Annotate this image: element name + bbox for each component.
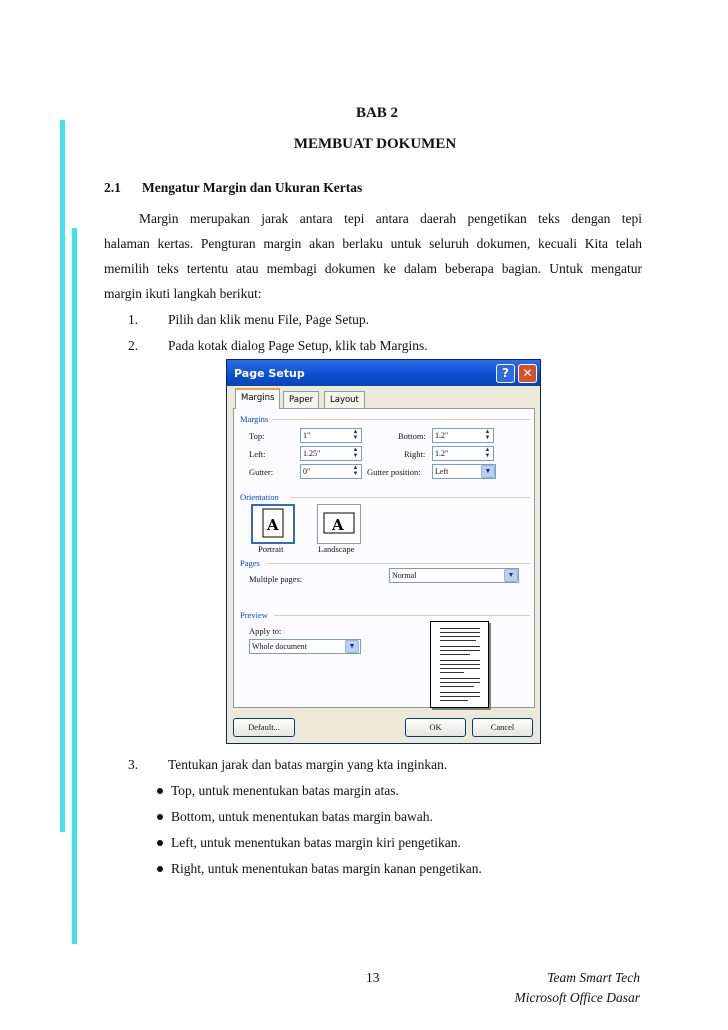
- bullet-icon: [157, 840, 163, 846]
- step-text: Pilih dan klik menu File, Page Setup.: [168, 312, 369, 327]
- chevron-down-icon[interactable]: ▼: [504, 569, 518, 582]
- bullet-text: Right, untuk menentukan batas margin kanan pengetikan.: [171, 861, 482, 876]
- bullet-icon: [157, 814, 163, 820]
- bottom-label: Bottom:: [398, 431, 426, 441]
- gutter-label: Gutter:: [249, 467, 274, 477]
- right-label: Right:: [404, 449, 426, 459]
- pages-group-label: Pages: [240, 558, 260, 568]
- default-button[interactable]: Default...: [233, 718, 295, 737]
- bottom-spinner[interactable]: ▲ ▼: [484, 429, 491, 441]
- bullet-text: Bottom, untuk menentukan batas margin bawah.: [171, 809, 433, 824]
- chevron-down-icon[interactable]: ▼: [345, 640, 359, 653]
- portrait-option[interactable]: [251, 504, 295, 544]
- divider: [266, 563, 530, 564]
- paragraph-line-1: Margin merupakan jarak antara tepi antara daerah pengetikan teks dengan tepi: [139, 211, 642, 226]
- gutter-spinner[interactable]: ▲ ▼: [352, 465, 359, 477]
- dialog-title: Page Setup: [234, 367, 305, 380]
- portrait-glyph: A: [267, 516, 279, 534]
- multiple-pages-select[interactable]: Normal: [389, 568, 519, 583]
- tab-margins[interactable]: Margins: [235, 388, 280, 409]
- apply-to-label: Apply to:: [249, 626, 282, 636]
- preview-group-label: Preview: [240, 610, 268, 620]
- step-number: 1.: [128, 312, 139, 327]
- divider: [272, 419, 530, 420]
- paragraph-line-2: halaman kertas. Pengturan margin akan berlaku untuk seluruh dokumen, kecuali Kita telah: [104, 236, 642, 251]
- left-input[interactable]: 1.25": [300, 446, 362, 461]
- bullet-text: Left, untuk menentukan batas margin kiri pengetikan.: [171, 835, 461, 850]
- right-input[interactable]: 1.2": [432, 446, 494, 461]
- tab-paper[interactable]: Paper: [283, 391, 319, 408]
- footer-author: Team Smart Tech: [547, 970, 640, 985]
- help-button[interactable]: ?: [496, 364, 515, 383]
- top-label: Top:: [249, 431, 265, 441]
- section-title: Mengatur Margin dan Ukuran Kertas: [142, 180, 363, 195]
- portrait-icon: [253, 506, 293, 542]
- gutter-input[interactable]: 0": [300, 464, 362, 479]
- top-input[interactable]: 1": [300, 428, 362, 443]
- cancel-button[interactable]: Cancel: [472, 718, 533, 737]
- apply-to-select[interactable]: Whole document: [249, 639, 361, 654]
- bullet-text: Top, untuk menentukan batas margin atas.: [171, 783, 399, 798]
- landscape-option[interactable]: [317, 504, 361, 544]
- landscape-icon: [318, 505, 362, 545]
- accent-bar-upper: [60, 120, 65, 832]
- landscape-label: Landscape: [318, 544, 355, 554]
- paragraph-line-4: margin ikuti langkah berikut:: [104, 286, 262, 301]
- left-label: Left:: [249, 449, 266, 459]
- chapter-label: BAB 2: [355, 105, 399, 121]
- close-button[interactable]: ✕: [518, 364, 537, 383]
- preview-page: [430, 621, 489, 708]
- portrait-label: Portrait: [258, 544, 284, 554]
- dialog-titlebar: [227, 360, 540, 386]
- step-number: 3.: [128, 757, 139, 772]
- left-spinner[interactable]: ▲ ▼: [352, 447, 359, 459]
- bullet-icon: [157, 866, 163, 872]
- section-number: 2.1: [104, 180, 121, 195]
- top-spinner[interactable]: ▲ ▼: [352, 429, 359, 441]
- chevron-down-icon[interactable]: ▼: [481, 465, 495, 478]
- orientation-group-label: Orientation: [240, 492, 279, 502]
- accent-bar-lower: [72, 228, 77, 944]
- footer-book: Microsoft Office Dasar: [514, 990, 640, 1005]
- margins-group-label: Margins: [240, 414, 269, 424]
- step-number: 2.: [128, 338, 139, 353]
- page-number: 13: [366, 970, 380, 985]
- right-spinner[interactable]: ▲ ▼: [484, 447, 491, 459]
- paragraph-line-3: memilih teks tertentu atau membagi dokumen ke dalam beberapa bagian. Untuk mengatur: [104, 261, 642, 276]
- gutter-position-select[interactable]: Left: [432, 464, 496, 479]
- chapter-title: MEMBUAT DOKUMEN: [293, 136, 457, 152]
- landscape-glyph: A: [332, 516, 344, 534]
- gutter-position-label: Gutter position:: [367, 467, 421, 477]
- ok-button[interactable]: OK: [405, 718, 466, 737]
- bottom-input[interactable]: 1.2": [432, 428, 494, 443]
- step-text: Tentukan jarak dan batas margin yang kta inginkan.: [168, 757, 448, 772]
- step-text: Pada kotak dialog Page Setup, klik tab Margins.: [168, 338, 428, 353]
- tab-layout[interactable]: Layout: [324, 391, 365, 408]
- divider: [274, 615, 530, 616]
- bullet-icon: [157, 788, 163, 794]
- multiple-pages-label: Multiple pages:: [249, 574, 303, 584]
- divider: [290, 497, 530, 498]
